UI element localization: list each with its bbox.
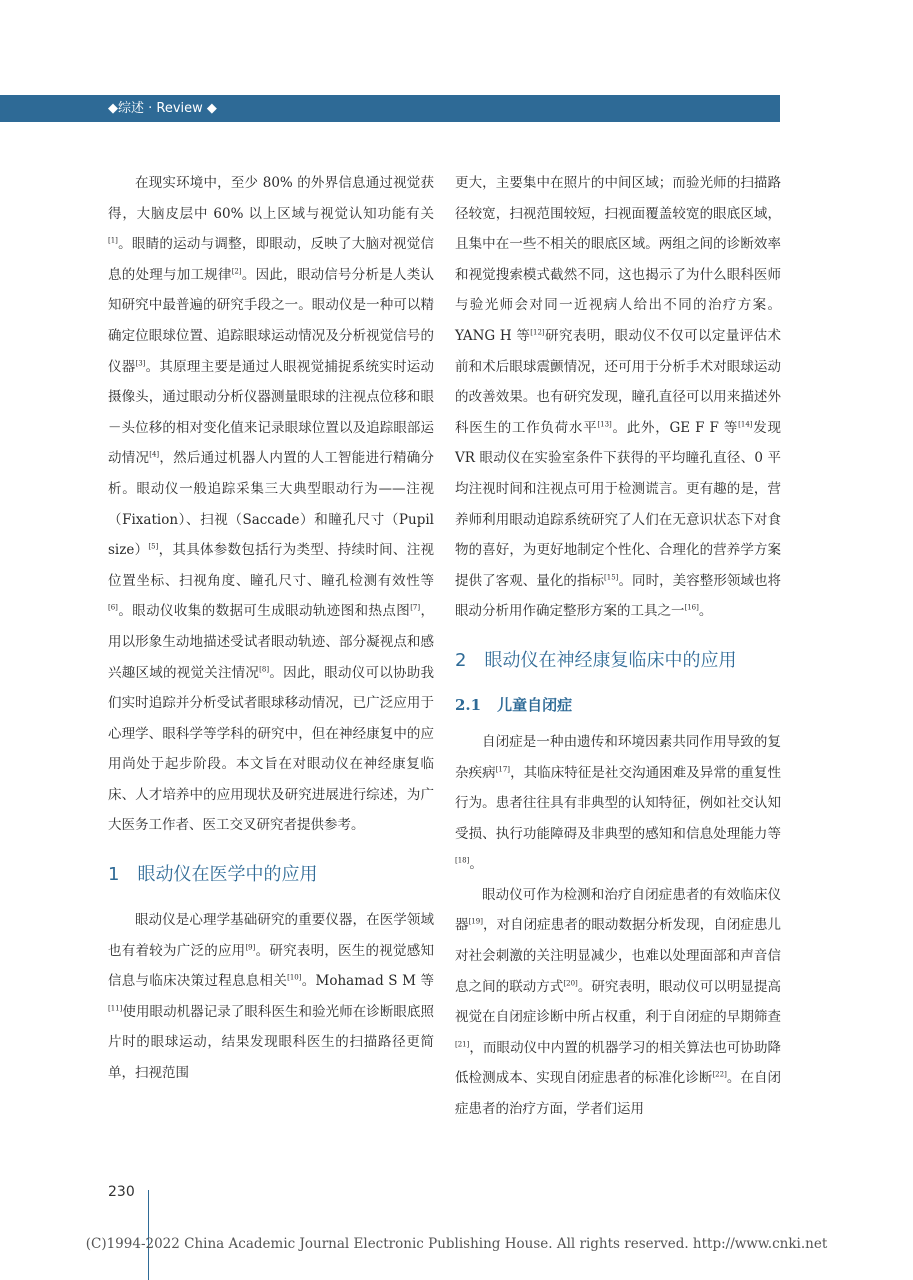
section-2-heading: 2 眼动仪在神经康复临床中的应用 <box>455 649 737 671</box>
left-column <box>108 168 434 1089</box>
citation[interactable]: [7] <box>410 603 421 612</box>
citation[interactable]: [17] <box>495 765 511 773</box>
citation[interactable]: [12] <box>530 328 545 337</box>
citation[interactable]: [6] <box>108 603 118 612</box>
citation[interactable]: [2] <box>231 267 242 276</box>
citation[interactable]: [22] <box>712 1070 727 1079</box>
autism-paragraph-2: 眼动仪可作为检测和治疗自闭症患者的有效临床仪器[19]，对自闭症患者的眼动数据分析发现，自闭症患儿对社会刺激的关注明显减少，也难以处理面部和声音信息之间的联动方式[20]。研究表明，眼动仪可以明显提高视觉在自闭症诊断中所占权重，利于自闭症的早期筛查[21]，而眼动仪中内置的机器学习的相关算法也可协助降低检测成本、实现自闭症患者的标准化诊断[22]。在自闭症患者的治疗方面，学者们运用 <box>455 886 782 1118</box>
citation[interactable]: [8] <box>259 665 270 673</box>
citation[interactable]: [18] <box>455 856 470 865</box>
autism-paragraph-1: 自闭症是一种由遗传和环境因素共同作用导致的复杂疾病[17]，其临床特征是社交沟通困难及异常的重复性行为。患者往往具有非典型的认知特征，例如社交认知受损、执行功能障碍及非典型的感知和信息处理能力等[18]。 <box>455 733 782 873</box>
citation[interactable]: [3] <box>135 359 146 368</box>
citation[interactable]: [16] <box>684 603 699 612</box>
section-1-heading: 1 眼动仪在医学中的应用 <box>108 864 318 886</box>
citation[interactable]: [19] <box>468 917 483 926</box>
citation[interactable]: [13] <box>597 420 612 429</box>
citation[interactable]: [14] <box>738 420 753 429</box>
citation[interactable]: [21] <box>455 1040 470 1049</box>
header-label: ◆综述 · Review ◆ <box>108 101 217 116</box>
citation[interactable]: [10] <box>287 973 302 982</box>
copyright-notice: (C)1994-2022 China Academic Journal Electronic Publishing House. All rights reserved. http://www.cnki.net <box>85 1236 828 1252</box>
section-header-bar <box>0 95 780 122</box>
right-column <box>455 168 781 1125</box>
citation[interactable]: [15] <box>604 573 619 582</box>
citation[interactable]: [20] <box>563 979 578 988</box>
citation[interactable]: [4] <box>149 450 160 459</box>
intro-paragraph: 在现实环境中，至少 80% 的外界信息通过视觉获得，大脑皮层中 60% 以上区域与视觉认知功能有关[1]。眼睛的运动与调整，即眼动，反映了大脑对视觉信息的处理与加工规律[2]。因此，眼动信号分析是人类认知研究中最普遍的研究手段之一。眼动仪是一种可以精确定位眼球位置、追踪眼球运动情况及分析视觉信号的仪器[3]。其原理主要是通过人眼视觉捕捉系统实时运动摄像头，通过眼动分析仪器测量眼球的注视点位移和眼－头位移的相对变化值来记录眼球位置以及追踪眼部运动情况[4]，然后通过机器人内置的人工智能进行精确分析。眼动仪一般追踪采集三大典型眼动行为——注视（Fixation）、扫视（Saccade）和瞳孔尺寸（Pupil size）[5]，其具体参数包括行为类型、持续时间、注视位置坐标、扫视角度、瞳孔尺寸、瞳孔检测有效性等[6]。眼动仪收集的数据可生成眼动轨迹图和热点图[7]，用以形象生动地描述受试者眼动轨迹、部分凝视点和感兴趣区域的视觉关注情况[8]。因此，眼动仪可以协助我们实时追踪并分析受试者眼球移动情况，已广泛应用于心理学、眼科学等学科的研究中，但在神经康复中的应用尚处于起步阶段。本文旨在对眼动仪在神经康复临床、人才培养中的应用现状及研究进展进行综述，为广大医务工作者、医工交叉研究者提供参考。 <box>108 175 435 834</box>
citation[interactable]: [5] <box>148 542 159 551</box>
citation[interactable]: [1] <box>108 236 118 245</box>
section-1-paragraph: 眼动仪是心理学基础研究的重要仪器，在医学领域也有着较为广泛的应用[9]。研究表明，医生的视觉感知信息与临床决策过程息息相关[10]。Mohamad S M 等[11]使用眼动机器记录了眼科医生和验光师在诊断眼底照片时的眼球运动，结果发现眼科医生的扫描路径更简单，扫视范围 <box>108 912 435 1082</box>
footer-divider-line <box>148 1190 149 1280</box>
page-number: 230 <box>108 1184 135 1200</box>
citation[interactable]: [9] <box>245 943 256 952</box>
subsection-2-1-heading: 2.1 儿童自闭症 <box>455 695 573 714</box>
citation[interactable]: [11] <box>108 1004 123 1013</box>
section-1-paragraph-continued: 更大，主要集中在照片的中间区域；而验光师的扫描路径较宽，扫视范围较短，扫视面覆盖较宽的眼底区域，且集中在一些不相关的眼底区域。两组之间的诊断效率和视觉搜索模式截然不同，这也揭示了为什么眼科医师与验光师会对同一近视病人给出不同的治疗方案。YANG H 等[12]研究表明，眼动仪不仅可以定量评估术前和术后眼球震颤情况，还可用于分析手术对眼球运动的改善效果。也有研究发现，瞳孔直径可以用来描述外科医生的工作负荷水平[13]。此外，GE F F 等[14]发现 VR 眼动仪在实验室条件下获得的平均瞳孔直径、0 平均注视时间和注视点可用于检测谎言。更有趣的是，营养师利用眼动追踪系统研究了人们在无意识状态下对食物的喜好，为更好地制定个性化、合理化的营养学方案提供了客观、量化的指标[15]。同时，美容整形领域也将眼动分析用作确定整形方案的工具之一[16]。 <box>455 175 782 620</box>
